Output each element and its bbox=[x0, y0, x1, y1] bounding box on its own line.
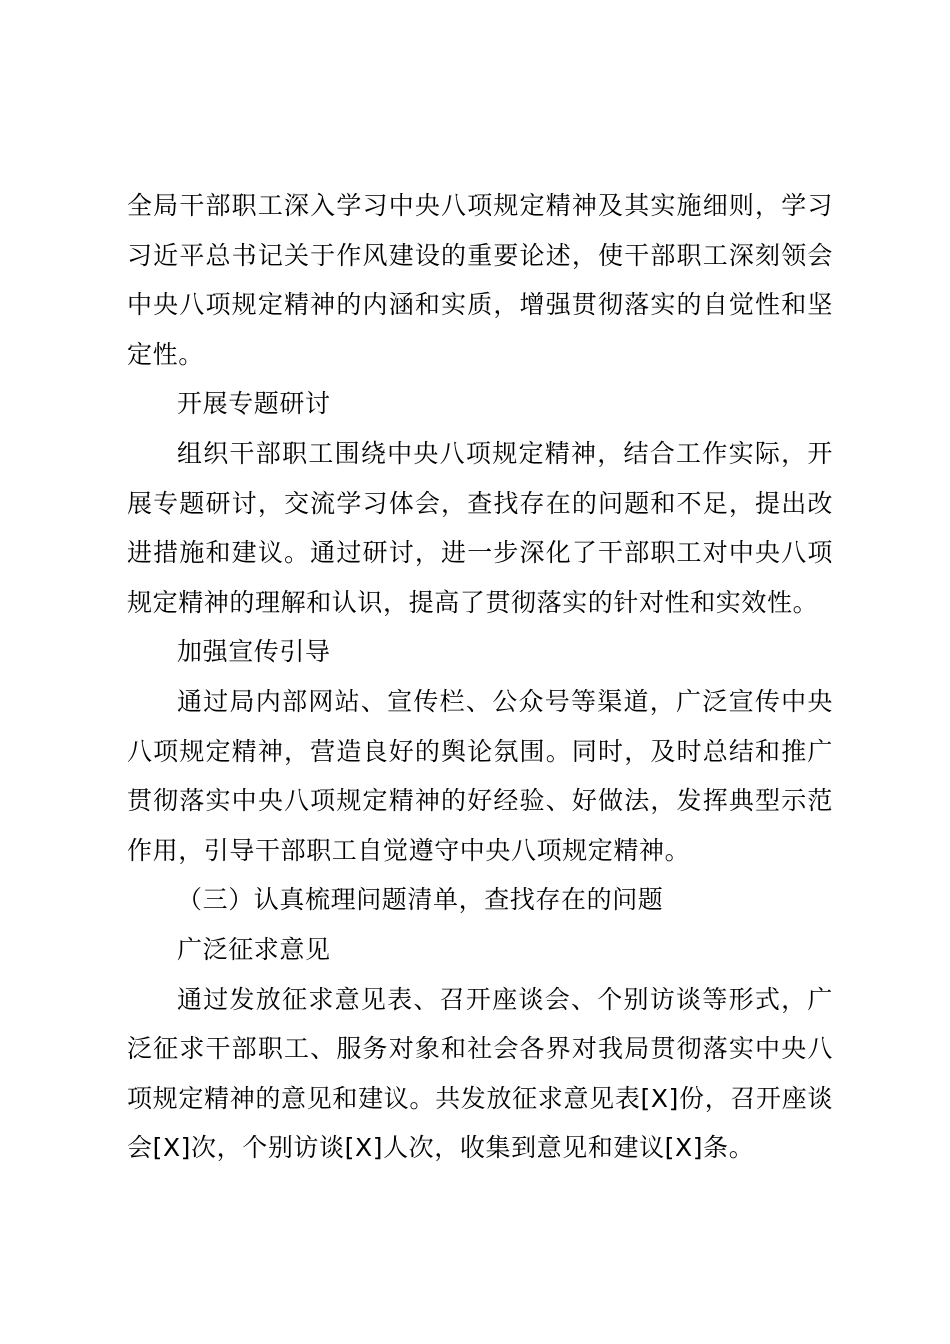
heading-section-three: （三）认真梳理问题清单，查找存在的问题 bbox=[177, 885, 664, 915]
paragraph-study-continued: 全局干部职工深入学习中央八项规定精神及其实施细则，学习习近平总书记关于作风建设的重要论述，使干部职工深刻领会中央八项规定精神的内涵和实质，增强贯彻落实的自觉性和坚定性。 bbox=[127, 191, 833, 369]
paragraph-publicity-guidance: 通过局内部网站、宣传栏、公众号等渠道，广泛宣传中央八项规定精神，营造良好的舆论氛围。同时，及时总结和推广贯彻落实中央八项规定精神的好经验、好做法，发挥典型示范作用，引导干部职工自觉遵守中央八项规定精神。 bbox=[127, 686, 833, 865]
heading-solicit-opinions: 广泛征求意见 bbox=[177, 934, 331, 964]
paragraph-special-seminar: 组织干部职工围绕中央八项规定精神，结合工作实际，开展专题研讨，交流学习体会，查找存在的问题和不足，提出改进措施和建议。通过研讨，进一步深化了干部职工对中央八项规定精神的理解和认识，提高了贯彻落实的针对性和实效性。 bbox=[127, 438, 833, 617]
heading-publicity-guidance: 加强宣传引导 bbox=[177, 637, 331, 667]
paragraph-solicit-opinions: 通过发放征求意见表、召开座谈会、个别访谈等形式，广泛征求干部职工、服务对象和社会各界对我局贯彻落实中央八项规定精神的意见和建议。共发放征求意见表[X]份，召开座谈会[X]次，个别访谈[X]人次，收集到意见和建议[X]条。 bbox=[127, 984, 833, 1163]
document-body bbox=[127, 181, 833, 1173]
heading-special-seminar: 开展专题研讨 bbox=[177, 389, 331, 419]
